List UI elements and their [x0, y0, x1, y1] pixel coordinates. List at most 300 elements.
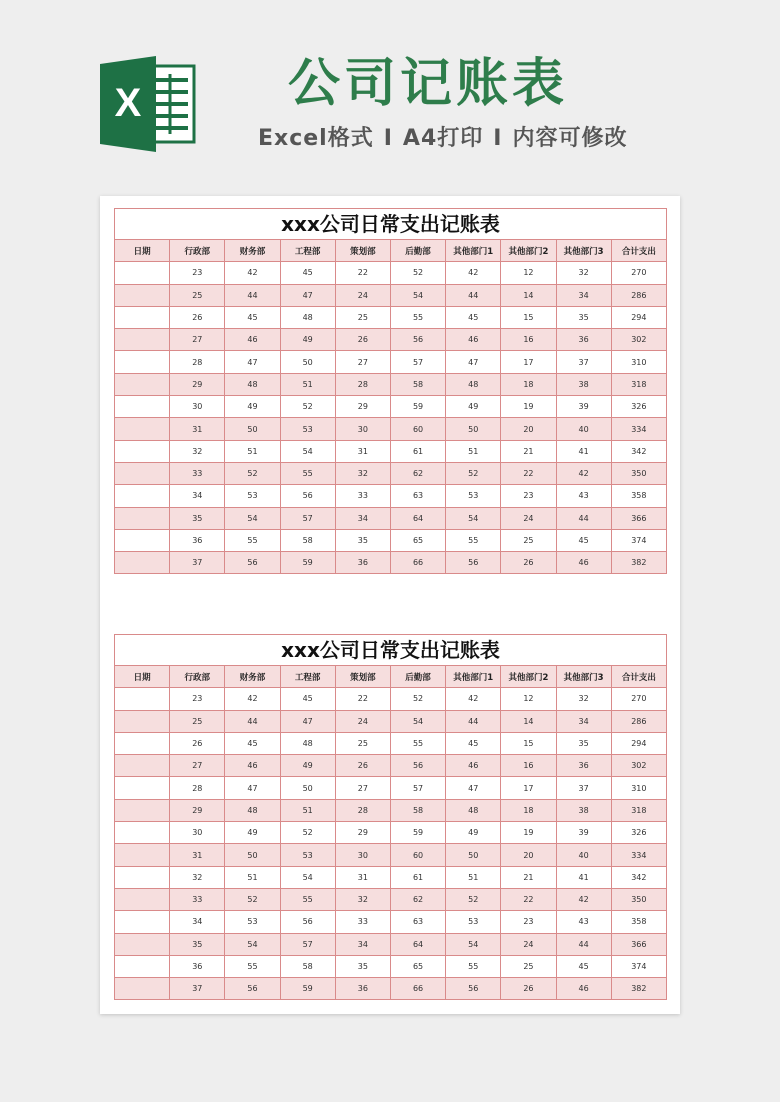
table-cell[interactable]: 32: [335, 888, 390, 910]
table-cell[interactable]: 294: [611, 732, 666, 754]
table-cell[interactable]: 20: [501, 844, 556, 866]
table-cell[interactable]: 62: [390, 462, 445, 484]
table-cell[interactable]: 56: [280, 911, 335, 933]
table-cell[interactable]: 25: [170, 284, 225, 306]
table-cell[interactable]: 36: [556, 329, 611, 351]
table-cell[interactable]: 63: [390, 911, 445, 933]
table-cell[interactable]: 44: [446, 284, 501, 306]
table-cell[interactable]: 35: [335, 955, 390, 977]
table-cell[interactable]: 27: [170, 329, 225, 351]
table-cell[interactable]: 326: [611, 396, 666, 418]
table-cell[interactable]: 47: [280, 284, 335, 306]
table-cell[interactable]: 35: [170, 933, 225, 955]
date-cell[interactable]: [115, 262, 170, 284]
table-cell[interactable]: 49: [280, 755, 335, 777]
table-cell[interactable]: 66: [390, 552, 445, 574]
table-cell[interactable]: 56: [446, 552, 501, 574]
table-cell[interactable]: 21: [501, 440, 556, 462]
date-cell[interactable]: [115, 955, 170, 977]
table-cell[interactable]: 37: [556, 777, 611, 799]
table-cell[interactable]: 65: [390, 955, 445, 977]
table-cell[interactable]: 55: [446, 955, 501, 977]
table-cell[interactable]: 374: [611, 955, 666, 977]
table-cell[interactable]: 26: [170, 732, 225, 754]
table-cell[interactable]: 33: [170, 888, 225, 910]
table-cell[interactable]: 318: [611, 799, 666, 821]
table-cell[interactable]: 51: [446, 440, 501, 462]
table-cell[interactable]: 59: [280, 978, 335, 1000]
table-cell[interactable]: 29: [335, 822, 390, 844]
table-cell[interactable]: 31: [170, 844, 225, 866]
table-row: [115, 485, 667, 507]
table-cell[interactable]: 382: [611, 552, 666, 574]
table-cell[interactable]: 57: [280, 933, 335, 955]
table-cell[interactable]: 302: [611, 329, 666, 351]
table-cell[interactable]: 54: [390, 284, 445, 306]
table-cell[interactable]: 45: [556, 955, 611, 977]
table-cell[interactable]: 37: [556, 351, 611, 373]
table-cell[interactable]: 36: [335, 552, 390, 574]
table-cell[interactable]: 38: [556, 799, 611, 821]
date-cell[interactable]: [115, 306, 170, 328]
table-cell[interactable]: 43: [556, 485, 611, 507]
table-cell[interactable]: 32: [170, 440, 225, 462]
table-cell[interactable]: 58: [280, 955, 335, 977]
column-header: 后勤部: [390, 240, 445, 262]
table-cell[interactable]: 310: [611, 777, 666, 799]
table-cell[interactable]: 27: [335, 351, 390, 373]
table-cell[interactable]: 33: [335, 911, 390, 933]
table-cell[interactable]: 53: [225, 485, 280, 507]
table-cell[interactable]: 26: [335, 755, 390, 777]
date-cell[interactable]: [115, 529, 170, 551]
table-cell[interactable]: 54: [390, 710, 445, 732]
table-cell[interactable]: 47: [446, 777, 501, 799]
table-cell[interactable]: 48: [446, 373, 501, 395]
table-cell[interactable]: 358: [611, 485, 666, 507]
table-cell[interactable]: 310: [611, 351, 666, 373]
date-cell[interactable]: [115, 866, 170, 888]
table-cell[interactable]: 56: [390, 755, 445, 777]
table-cell[interactable]: 36: [556, 755, 611, 777]
table-cell[interactable]: 48: [280, 306, 335, 328]
table-cell[interactable]: 35: [170, 507, 225, 529]
table-cell[interactable]: 60: [390, 418, 445, 440]
table-cell[interactable]: 54: [446, 933, 501, 955]
page-header: [0, 0, 780, 200]
table-cell[interactable]: 42: [446, 262, 501, 284]
table-cell[interactable]: 23: [170, 262, 225, 284]
table-cell[interactable]: 14: [501, 710, 556, 732]
table-cell[interactable]: 53: [280, 844, 335, 866]
table-cell[interactable]: 22: [501, 888, 556, 910]
table-cell[interactable]: 48: [280, 732, 335, 754]
table-cell[interactable]: 318: [611, 373, 666, 395]
table-cell[interactable]: 21: [501, 866, 556, 888]
table-cell[interactable]: 30: [170, 396, 225, 418]
date-cell[interactable]: [115, 732, 170, 754]
table-cell[interactable]: 50: [225, 844, 280, 866]
date-cell[interactable]: [115, 552, 170, 574]
table-cell[interactable]: 35: [556, 306, 611, 328]
table-cell[interactable]: 45: [225, 306, 280, 328]
table-cell[interactable]: 52: [446, 888, 501, 910]
table-cell[interactable]: 38: [556, 373, 611, 395]
date-cell[interactable]: [115, 799, 170, 821]
column-header: 合计支出: [611, 666, 666, 688]
table-cell[interactable]: 55: [390, 306, 445, 328]
table-cell[interactable]: 45: [280, 688, 335, 710]
table-cell[interactable]: 42: [225, 262, 280, 284]
table-cell[interactable]: 17: [501, 351, 556, 373]
table-cell[interactable]: 30: [335, 844, 390, 866]
table-cell[interactable]: 62: [390, 888, 445, 910]
table-cell[interactable]: 34: [335, 507, 390, 529]
table-cell[interactable]: 50: [446, 418, 501, 440]
table-cell[interactable]: 46: [556, 978, 611, 1000]
table-cell[interactable]: 64: [390, 507, 445, 529]
table-cell[interactable]: 366: [611, 933, 666, 955]
table-cell[interactable]: 56: [280, 485, 335, 507]
table-cell[interactable]: 42: [556, 462, 611, 484]
table-cell[interactable]: 51: [280, 373, 335, 395]
table-cell[interactable]: 56: [390, 329, 445, 351]
table-cell[interactable]: 25: [335, 306, 390, 328]
table-cell[interactable]: 22: [501, 462, 556, 484]
table-cell[interactable]: 49: [446, 822, 501, 844]
table-cell[interactable]: 26: [170, 306, 225, 328]
table-cell[interactable]: 47: [225, 351, 280, 373]
table-cell[interactable]: 342: [611, 440, 666, 462]
table-cell[interactable]: 31: [170, 418, 225, 440]
table-cell[interactable]: 294: [611, 306, 666, 328]
table-cell[interactable]: 23: [170, 688, 225, 710]
table-cell[interactable]: 18: [501, 373, 556, 395]
table-cell[interactable]: 54: [225, 933, 280, 955]
table-cell[interactable]: 12: [501, 262, 556, 284]
table-cell[interactable]: 28: [335, 373, 390, 395]
table-cell[interactable]: 31: [335, 866, 390, 888]
table-cell[interactable]: 366: [611, 507, 666, 529]
table-cell[interactable]: 286: [611, 284, 666, 306]
table-cell[interactable]: 52: [446, 462, 501, 484]
date-cell[interactable]: [115, 329, 170, 351]
table-cell[interactable]: 55: [225, 529, 280, 551]
table-cell[interactable]: 24: [335, 710, 390, 732]
table-cell[interactable]: 51: [225, 440, 280, 462]
table-cell[interactable]: 25: [501, 529, 556, 551]
table-cell[interactable]: 39: [556, 822, 611, 844]
column-header: 其他部门2: [501, 240, 556, 262]
date-cell[interactable]: [115, 777, 170, 799]
table-cell[interactable]: 270: [611, 688, 666, 710]
table-cell[interactable]: 302: [611, 755, 666, 777]
table-cell[interactable]: 27: [170, 755, 225, 777]
table-cell[interactable]: 52: [390, 262, 445, 284]
table-cell[interactable]: 55: [390, 732, 445, 754]
table-cell[interactable]: 16: [501, 329, 556, 351]
table-cell[interactable]: 48: [225, 799, 280, 821]
date-cell[interactable]: [115, 485, 170, 507]
table-cell[interactable]: 48: [225, 373, 280, 395]
table-cell[interactable]: 40: [556, 418, 611, 440]
table-cell[interactable]: 35: [335, 529, 390, 551]
table-cell[interactable]: 46: [446, 329, 501, 351]
table-cell[interactable]: 36: [170, 955, 225, 977]
table-cell[interactable]: 34: [556, 710, 611, 732]
date-cell[interactable]: [115, 688, 170, 710]
table-cell[interactable]: 54: [446, 507, 501, 529]
table-cell[interactable]: 52: [280, 396, 335, 418]
table-cell[interactable]: 66: [390, 978, 445, 1000]
table-cell[interactable]: 18: [501, 799, 556, 821]
table-cell[interactable]: 44: [225, 710, 280, 732]
table-cell[interactable]: 59: [390, 396, 445, 418]
table-cell[interactable]: 27: [335, 777, 390, 799]
table-cell[interactable]: 44: [225, 284, 280, 306]
table-cell[interactable]: 59: [280, 552, 335, 574]
table-cell[interactable]: 32: [556, 262, 611, 284]
table-cell[interactable]: 55: [446, 529, 501, 551]
date-cell[interactable]: [115, 462, 170, 484]
table-cell[interactable]: 41: [556, 440, 611, 462]
table-cell[interactable]: 40: [556, 844, 611, 866]
table-cell[interactable]: 286: [611, 710, 666, 732]
table-cell[interactable]: 30: [170, 822, 225, 844]
table-row: [115, 911, 667, 933]
table-cell[interactable]: 45: [446, 732, 501, 754]
table-cell[interactable]: 15: [501, 732, 556, 754]
table-cell[interactable]: 54: [225, 507, 280, 529]
table-cell[interactable]: 56: [225, 978, 280, 1000]
table-cell[interactable]: 46: [446, 755, 501, 777]
table-cell[interactable]: 54: [280, 440, 335, 462]
table-cell[interactable]: 32: [170, 866, 225, 888]
table-row: [115, 777, 667, 799]
date-cell[interactable]: [115, 710, 170, 732]
table-cell[interactable]: 56: [225, 552, 280, 574]
table-cell[interactable]: 39: [556, 396, 611, 418]
table-cell[interactable]: 23: [501, 485, 556, 507]
date-cell[interactable]: [115, 284, 170, 306]
column-header: 财务部: [225, 240, 280, 262]
table-cell[interactable]: 28: [170, 351, 225, 373]
date-cell[interactable]: [115, 755, 170, 777]
table-cell[interactable]: 51: [280, 799, 335, 821]
table-cell[interactable]: 51: [225, 866, 280, 888]
table-cell[interactable]: 56: [446, 978, 501, 1000]
table-cell[interactable]: 50: [280, 351, 335, 373]
table-cell[interactable]: 49: [225, 822, 280, 844]
table-row: [115, 822, 667, 844]
table-cell[interactable]: 15: [501, 306, 556, 328]
table-cell[interactable]: 47: [225, 777, 280, 799]
table-cell[interactable]: 26: [335, 329, 390, 351]
date-cell[interactable]: [115, 822, 170, 844]
table-cell[interactable]: 374: [611, 529, 666, 551]
date-cell[interactable]: [115, 373, 170, 395]
table-cell[interactable]: 55: [280, 462, 335, 484]
table-cell[interactable]: 46: [225, 329, 280, 351]
table-cell[interactable]: 52: [225, 462, 280, 484]
table-cell[interactable]: 34: [170, 911, 225, 933]
table-cell[interactable]: 382: [611, 978, 666, 1000]
table-cell[interactable]: 36: [335, 978, 390, 1000]
table-cell[interactable]: 61: [390, 866, 445, 888]
table-cell[interactable]: 50: [225, 418, 280, 440]
table-cell[interactable]: 36: [170, 529, 225, 551]
table-cell[interactable]: 35: [556, 732, 611, 754]
table-cell[interactable]: 52: [280, 822, 335, 844]
table-cell[interactable]: 342: [611, 866, 666, 888]
table-cell[interactable]: 51: [446, 866, 501, 888]
table-cell[interactable]: 64: [390, 933, 445, 955]
table-cell[interactable]: 37: [170, 978, 225, 1000]
date-cell[interactable]: [115, 911, 170, 933]
table-cell[interactable]: 65: [390, 529, 445, 551]
table-cell[interactable]: 16: [501, 755, 556, 777]
table-cell[interactable]: 44: [556, 507, 611, 529]
table-cell[interactable]: 45: [446, 306, 501, 328]
table-cell[interactable]: 326: [611, 822, 666, 844]
column-header: 工程部: [280, 666, 335, 688]
document-page: [100, 196, 680, 1014]
table-cell[interactable]: 31: [335, 440, 390, 462]
table-cell[interactable]: 32: [556, 688, 611, 710]
table-cell[interactable]: 52: [390, 688, 445, 710]
table-cell[interactable]: 47: [446, 351, 501, 373]
table-cell[interactable]: 19: [501, 396, 556, 418]
table-cell[interactable]: 42: [446, 688, 501, 710]
table-cell[interactable]: 42: [225, 688, 280, 710]
table-cell[interactable]: 34: [170, 485, 225, 507]
table-cell[interactable]: 45: [225, 732, 280, 754]
table-cell[interactable]: 22: [335, 688, 390, 710]
table-cell[interactable]: 43: [556, 911, 611, 933]
table-cell[interactable]: 53: [446, 485, 501, 507]
date-cell[interactable]: [115, 418, 170, 440]
table-cell[interactable]: 24: [501, 507, 556, 529]
table-cell[interactable]: 55: [225, 955, 280, 977]
table-row: [115, 552, 667, 574]
table-cell[interactable]: 50: [280, 777, 335, 799]
table-cell[interactable]: 25: [335, 732, 390, 754]
subtitle-format: Excel格式: [258, 126, 374, 151]
expense-table: [114, 665, 667, 1000]
page-title: 公司记账表: [288, 54, 569, 114]
table-cell[interactable]: 25: [501, 955, 556, 977]
table-cell[interactable]: 63: [390, 485, 445, 507]
table-cell[interactable]: 50: [446, 844, 501, 866]
table-cell[interactable]: 44: [556, 933, 611, 955]
table-cell[interactable]: 22: [335, 262, 390, 284]
table-cell[interactable]: 60: [390, 844, 445, 866]
table-cell[interactable]: 19: [501, 822, 556, 844]
table-cell[interactable]: 53: [225, 911, 280, 933]
table-cell[interactable]: 270: [611, 262, 666, 284]
table-cell[interactable]: 44: [446, 710, 501, 732]
table-cell[interactable]: 41: [556, 866, 611, 888]
table-cell[interactable]: 47: [280, 710, 335, 732]
table-cell[interactable]: 49: [280, 329, 335, 351]
table-cell[interactable]: 53: [446, 911, 501, 933]
table-cell[interactable]: 52: [225, 888, 280, 910]
table-cell[interactable]: 49: [446, 396, 501, 418]
table-cell[interactable]: 17: [501, 777, 556, 799]
table-cell[interactable]: 12: [501, 688, 556, 710]
table-cell[interactable]: 58: [280, 529, 335, 551]
date-cell[interactable]: [115, 507, 170, 529]
date-cell[interactable]: [115, 351, 170, 373]
table-cell[interactable]: 350: [611, 462, 666, 484]
table-cell[interactable]: 350: [611, 888, 666, 910]
date-cell[interactable]: [115, 396, 170, 418]
table-cell[interactable]: 48: [446, 799, 501, 821]
table-cell[interactable]: 24: [501, 933, 556, 955]
date-cell[interactable]: [115, 933, 170, 955]
table-cell[interactable]: 25: [170, 710, 225, 732]
table-cell[interactable]: 59: [390, 822, 445, 844]
table-cell[interactable]: 28: [335, 799, 390, 821]
date-cell[interactable]: [115, 888, 170, 910]
table-cell[interactable]: 29: [170, 373, 225, 395]
table-cell[interactable]: 29: [335, 396, 390, 418]
table-cell[interactable]: 29: [170, 799, 225, 821]
table-row: [115, 418, 667, 440]
table-cell[interactable]: 57: [280, 507, 335, 529]
table-cell[interactable]: 20: [501, 418, 556, 440]
table-cell[interactable]: 57: [390, 351, 445, 373]
table-cell[interactable]: 45: [556, 529, 611, 551]
table-cell[interactable]: 46: [225, 755, 280, 777]
table-cell[interactable]: 57: [390, 777, 445, 799]
table-cell[interactable]: 58: [390, 799, 445, 821]
table-cell[interactable]: 45: [280, 262, 335, 284]
column-header: 其他部门2: [501, 666, 556, 688]
date-cell[interactable]: [115, 978, 170, 1000]
date-cell[interactable]: [115, 440, 170, 462]
table-cell[interactable]: 334: [611, 844, 666, 866]
table-cell[interactable]: 54: [280, 866, 335, 888]
table-cell[interactable]: 26: [501, 552, 556, 574]
table-cell[interactable]: 61: [390, 440, 445, 462]
table-row: [115, 396, 667, 418]
table-cell[interactable]: 34: [335, 933, 390, 955]
table-cell[interactable]: 42: [556, 888, 611, 910]
table-cell[interactable]: 358: [611, 911, 666, 933]
table-cell[interactable]: 23: [501, 911, 556, 933]
table-cell[interactable]: 34: [556, 284, 611, 306]
table-cell[interactable]: 30: [335, 418, 390, 440]
table-cell[interactable]: 49: [225, 396, 280, 418]
table-cell[interactable]: 26: [501, 978, 556, 1000]
table-cell[interactable]: 24: [335, 284, 390, 306]
column-header: 行政部: [170, 666, 225, 688]
table-cell[interactable]: 33: [335, 485, 390, 507]
table-cell[interactable]: 55: [280, 888, 335, 910]
table-cell[interactable]: 14: [501, 284, 556, 306]
table-cell[interactable]: 334: [611, 418, 666, 440]
table-cell[interactable]: 28: [170, 777, 225, 799]
table-cell[interactable]: 32: [335, 462, 390, 484]
table-cell[interactable]: 53: [280, 418, 335, 440]
table-cell[interactable]: 58: [390, 373, 445, 395]
table-row: [115, 710, 667, 732]
table-cell[interactable]: 37: [170, 552, 225, 574]
table-cell[interactable]: 46: [556, 552, 611, 574]
date-cell[interactable]: [115, 844, 170, 866]
table-cell[interactable]: 33: [170, 462, 225, 484]
